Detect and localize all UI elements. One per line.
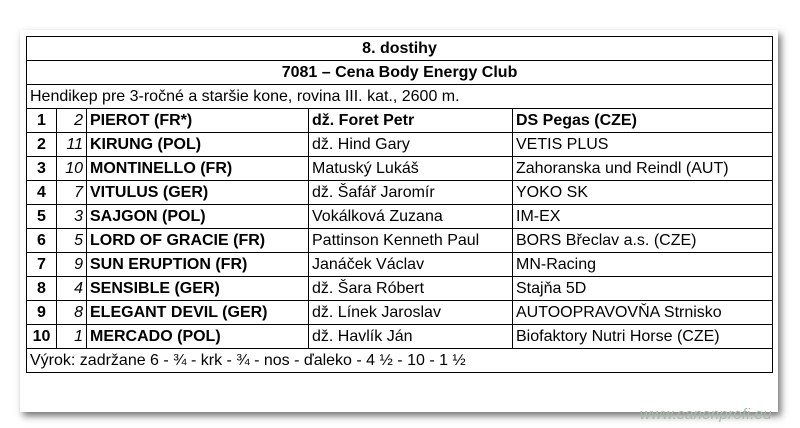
race-name: 7081 – Cena Body Energy Club	[27, 61, 773, 85]
place: 9	[27, 301, 57, 325]
owner-name: Zahoranska und Reindl (AUT)	[513, 157, 773, 181]
result-row	[27, 301, 773, 325]
horse-name: ELEGANT DEVIL (GER)	[87, 301, 309, 325]
start-number: 4	[57, 277, 87, 301]
owner-name: VETIS PLUS	[513, 133, 773, 157]
results-table	[26, 36, 773, 373]
place: 3	[27, 157, 57, 181]
place: 6	[27, 229, 57, 253]
start-number: 1	[57, 325, 87, 349]
horse-name: SENSIBLE (GER)	[87, 277, 309, 301]
jockey-name: dž. Hind Gary	[309, 133, 513, 157]
results-card	[20, 30, 778, 412]
horse-name: VITULUS (GER)	[87, 181, 309, 205]
owner-name: BORS Břeclav a.s. (CZE)	[513, 229, 773, 253]
result-row	[27, 205, 773, 229]
jockey-name: Pattinson Kenneth Paul	[309, 229, 513, 253]
owner-name: YOKO SK	[513, 181, 773, 205]
race-title: 8. dostihy	[27, 37, 773, 61]
race-verdict: Výrok: zadržane 6 - ¾ - krk - ¾ - nos - ďaleko - 4 ½ - 10 - 1 ½	[27, 349, 773, 373]
race-title-row	[27, 37, 773, 61]
place: 7	[27, 253, 57, 277]
place: 2	[27, 133, 57, 157]
jockey-name: dž. Havlík Ján	[309, 325, 513, 349]
horse-name: PIEROT (FR*)	[87, 109, 309, 133]
result-row	[27, 109, 773, 133]
start-number: 10	[57, 157, 87, 181]
race-conditions: Hendikep pre 3-ročné a staršie kone, rovina III. kat., 2600 m.	[27, 85, 773, 109]
verdict-row	[27, 349, 773, 373]
start-number: 5	[57, 229, 87, 253]
result-row	[27, 325, 773, 349]
horse-name: SUN ERUPTION (FR)	[87, 253, 309, 277]
place: 8	[27, 277, 57, 301]
result-row	[27, 133, 773, 157]
jockey-name: Janáček Václav	[309, 253, 513, 277]
race-name-row	[27, 61, 773, 85]
start-number: 3	[57, 205, 87, 229]
jockey-name: dž. Šara Róbert	[309, 277, 513, 301]
jockey-name: Matuský Lukáš	[309, 157, 513, 181]
horse-name: KIRUNG (POL)	[87, 133, 309, 157]
owner-name: AUTOOPRAVOVŇA Strnisko	[513, 301, 773, 325]
watermark: www.canonprofi.eu	[640, 406, 772, 423]
horse-name: SAJGON (POL)	[87, 205, 309, 229]
result-row	[27, 229, 773, 253]
owner-name: DS Pegas (CZE)	[513, 109, 773, 133]
horse-name: MONTINELLO (FR)	[87, 157, 309, 181]
jockey-name: dž. Šafář Jaromír	[309, 181, 513, 205]
horse-name: MERCADO (POL)	[87, 325, 309, 349]
result-row	[27, 253, 773, 277]
result-row	[27, 181, 773, 205]
start-number: 11	[57, 133, 87, 157]
start-number: 2	[57, 109, 87, 133]
result-row	[27, 277, 773, 301]
owner-name: MN-Racing	[513, 253, 773, 277]
owner-name: IM-EX	[513, 205, 773, 229]
owner-name: Biofaktory Nutri Horse (CZE)	[513, 325, 773, 349]
place: 4	[27, 181, 57, 205]
jockey-name: Vokálková Zuzana	[309, 205, 513, 229]
start-number: 7	[57, 181, 87, 205]
jockey-name: dž. Foret Petr	[309, 109, 513, 133]
start-number: 9	[57, 253, 87, 277]
result-row	[27, 157, 773, 181]
place: 5	[27, 205, 57, 229]
race-conditions-row	[27, 85, 773, 109]
horse-name: LORD OF GRACIE (FR)	[87, 229, 309, 253]
start-number: 8	[57, 301, 87, 325]
place: 10	[27, 325, 57, 349]
place: 1	[27, 109, 57, 133]
jockey-name: dž. Línek Jaroslav	[309, 301, 513, 325]
owner-name: Stajňa 5D	[513, 277, 773, 301]
